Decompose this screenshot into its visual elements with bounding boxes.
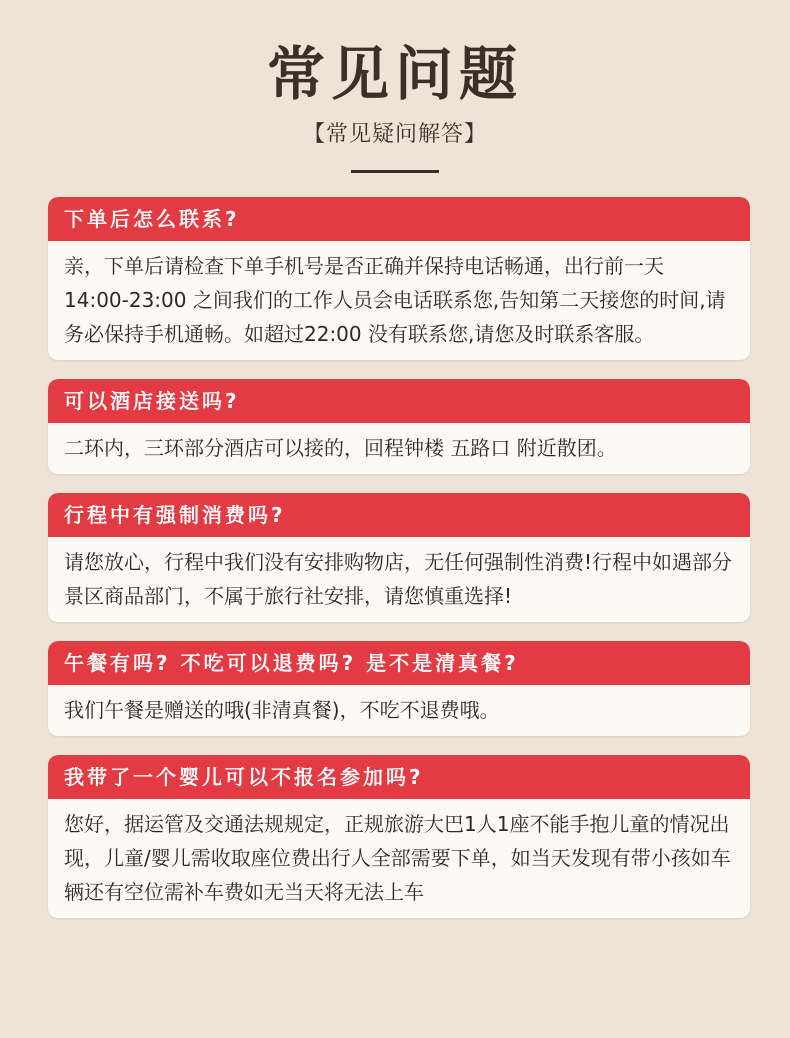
faq-answer: 亲，下单后请检查下单手机号是否正确并保持电话畅通，出行前一天 14:00-23:00 之间我们的工作人员会电话联系您,告知第二天接您的时间,请务必保持手机通畅。如超过22:00 没有联系您,请您及时联系客服。 — [64, 254, 726, 346]
faq-question: 可以酒店接送吗? — [48, 379, 750, 423]
faq-item-infant — [48, 755, 750, 918]
faq-question: 行程中有强制消费吗? — [48, 493, 750, 537]
faq-list — [48, 197, 750, 937]
faq-question: 我带了一个婴儿可以不报名参加吗? — [48, 755, 750, 799]
faq-answer: 二环内，三环部分酒店可以接的，回程钟楼 五路口 附近散团。 — [64, 436, 617, 460]
faq-item-lunch — [48, 641, 750, 736]
faq-answer: 请您放心，行程中我们没有安排购物店，无任何强制性消费!行程中如遇部分景区商品部门，不属于旅行社安排，请您慎重选择! — [64, 550, 733, 608]
page-header — [0, 0, 790, 173]
faq-answer: 我们午餐是赠送的哦(非清真餐)，不吃不退费哦。 — [64, 698, 500, 722]
faq-item-contact — [48, 197, 750, 360]
title-divider — [351, 170, 439, 173]
faq-item-forced-shopping — [48, 493, 750, 622]
page-subtitle: 【常见疑问解答】 — [302, 122, 487, 147]
faq-question: 下单后怎么联系? — [48, 197, 750, 241]
page-title: 常见问题 — [266, 40, 523, 108]
faq-item-hotel-pickup — [48, 379, 750, 474]
faq-question: 午餐有吗? 不吃可以退费吗? 是不是清真餐? — [48, 641, 750, 685]
faq-answer: 您好，据运管及交通法规规定，正规旅游大巴1人1座不能手抱儿童的情况出现，儿童/婴儿需收取座位费出行人全部需要下单，如当天发现有带小孩如车辆还有空位需补车费如无当天将无法上车 — [64, 812, 731, 904]
